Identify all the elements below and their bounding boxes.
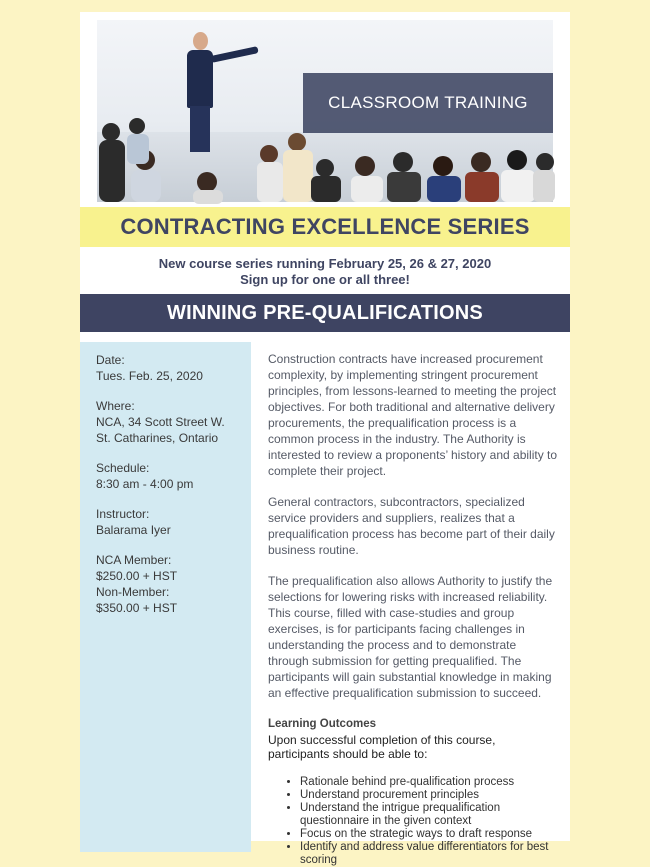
list-item: • Understand procurement principles xyxy=(300,789,558,802)
list-item: • Understand the intrigue prequalification questionnaire in the given context xyxy=(300,802,558,828)
series-title: CONTRACTING EXCELLENCE SERIES xyxy=(80,207,570,247)
member-label: NCA Member: xyxy=(96,553,172,567)
date-label: Date: xyxy=(96,353,125,367)
instructor-info xyxy=(96,506,251,538)
list-item: • Rationale behind pre-qualification process xyxy=(300,776,558,789)
nonmember-price: $350.00 + HST xyxy=(96,601,178,615)
hero-image xyxy=(97,20,553,202)
description-paragraph-3: The prequalification also allows Authority to justify the selections for lowering risks with increased reliability. This course, filled with case-studies and group exercises, is for participants facing challenges in understanding the process and to demonstrate through submission for getting prequalified. The participants will gain substantial knowledge in making an effective prequalification submission to succeed. xyxy=(268,574,553,700)
hero-overlay-label: CLASSROOM TRAINING xyxy=(303,73,553,133)
newsletter-card xyxy=(80,12,570,866)
course-details xyxy=(80,332,570,866)
course-info-sidebar xyxy=(80,342,251,852)
list-item: • Identify and address value differentiators for best scoring xyxy=(300,841,558,867)
learning-outcomes-heading: Learning Outcomes xyxy=(268,718,376,730)
learning-outcomes-list xyxy=(268,776,558,867)
schedule-label: Schedule: xyxy=(96,461,150,475)
schedule-value: 8:30 am - 4:00 pm xyxy=(96,477,194,491)
pricing-info xyxy=(96,552,251,616)
series-dates: New course series running February 25, 26 & 27, 2020 xyxy=(158,256,492,271)
where-label: Where: xyxy=(96,399,135,413)
address-line-2: St. Catharines, Ontario xyxy=(96,431,219,445)
learning-outcomes-intro: Upon successful completion of this course, participants should be able to: xyxy=(268,733,496,761)
course-title: WINNING PRE-QUALIFICATIONS xyxy=(80,294,570,332)
schedule-info xyxy=(96,460,251,492)
instructor-label: Instructor: xyxy=(96,507,150,521)
date-value: Tues. Feb. 25, 2020 xyxy=(96,369,203,383)
member-price: $250.00 + HST xyxy=(96,569,178,583)
location-info xyxy=(96,398,251,446)
description-paragraph-2: General contractors, subcontractors, specialized service providers and suppliers, realizes that a prequalification process has become part of their daily business routine. xyxy=(268,495,555,557)
description-paragraph-1: Construction contracts have increased procurement complexity, by implementing stringent procurement principles, from lessons-learned to meeting the project objectives. For both traditional and alternative delivery procurements, the prequalification process is a common process in the industry. The Authority is interested to review a proponents’ history and ability to complete their project. xyxy=(268,352,558,478)
date-info xyxy=(96,352,251,384)
series-subheading xyxy=(80,247,570,294)
list-item: • Focus on the strategic ways to draft response xyxy=(300,828,558,841)
instructor-name: Balarama Iyer xyxy=(96,523,171,537)
address-line-1: NCA, 34 Scott Street W. xyxy=(96,415,225,429)
presenter-figure xyxy=(193,32,208,50)
signup-prompt: Sign up for one or all three! xyxy=(240,272,410,287)
course-description xyxy=(268,342,558,867)
nonmember-label: Non-Member: xyxy=(96,585,170,599)
